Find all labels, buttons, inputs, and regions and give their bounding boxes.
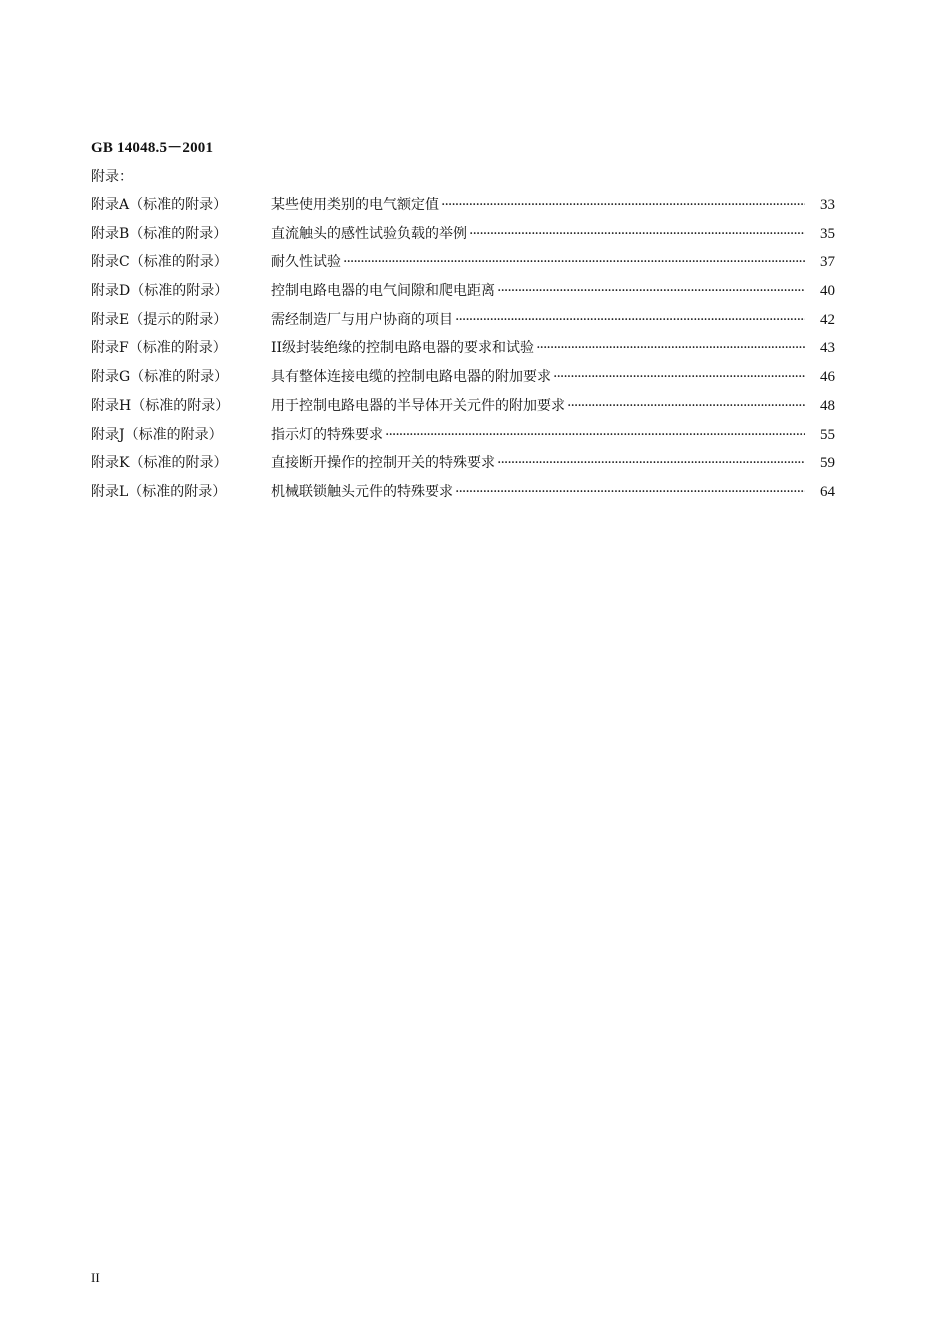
toc-page-number: 42	[820, 311, 835, 328]
toc-page-number: 33	[820, 197, 835, 213]
toc-row-annex-a[interactable]	[91, 194, 835, 223]
toc-row-annex-f[interactable]	[91, 337, 835, 366]
toc-dot-leader	[455, 312, 805, 328]
toc-annex-label: 附录F（标准的附录）	[91, 340, 227, 357]
toc-row-annex-l[interactable]	[91, 481, 835, 510]
toc-row-annex-h[interactable]	[91, 395, 835, 424]
toc-annex-label: 附录L（标准的附录）	[91, 483, 227, 500]
toc-annex-title: 直流触头的感性试验负载的举例	[271, 225, 467, 242]
toc-row-annex-k[interactable]	[91, 452, 835, 481]
toc-annex-label: 附录C（标准的附录）	[91, 254, 228, 271]
toc-row-annex-c[interactable]	[91, 251, 835, 280]
toc-page-number: 55	[820, 426, 835, 443]
toc-dot-leader	[497, 283, 805, 299]
toc-row-annex-d[interactable]	[91, 280, 835, 309]
table-of-contents	[91, 194, 835, 510]
toc-annex-title: 指示灯的特殊要求	[271, 426, 383, 443]
toc-dot-leader	[469, 226, 805, 242]
toc-page-number: 43	[820, 340, 835, 357]
toc-dot-leader	[385, 427, 805, 443]
toc-page-number: 46	[820, 369, 835, 386]
toc-annex-label: 附录H（标准的附录）	[91, 397, 230, 414]
toc-annex-title: 具有整体连接电缆的控制电路电器的附加要求	[271, 369, 551, 386]
toc-annex-title: 耐久性试验	[271, 254, 341, 271]
standard-number: GB 14048.5－2001	[91, 140, 214, 156]
toc-annex-label: 附录B（标准的附录）	[91, 225, 228, 242]
toc-annex-label: 附录K（标准的附录）	[91, 455, 228, 472]
toc-dot-leader	[441, 197, 805, 213]
toc-annex-title: 用于控制电路电器的半导体开关元件的附加要求	[271, 397, 565, 414]
toc-annex-title: II级封装绝缘的控制电路电器的要求和试验	[271, 340, 535, 357]
toc-dot-leader	[536, 340, 805, 356]
toc-page-number: 59	[820, 455, 835, 472]
toc-annex-label: 附录E（提示的附录）	[91, 311, 228, 328]
toc-annex-title: 直接断开操作的控制开关的特殊要求	[271, 455, 495, 472]
annex-heading: 附录：	[91, 169, 133, 185]
toc-annex-title: 需经制造厂与用户协商的项目	[271, 311, 453, 328]
toc-annex-label: 附录J（标准的附录）	[91, 426, 223, 443]
toc-annex-label: 附录A（标准的附录）	[91, 197, 228, 213]
toc-dot-leader	[455, 484, 805, 500]
toc-dot-leader	[567, 398, 805, 414]
toc-annex-label: 附录G（标准的附录）	[91, 369, 229, 386]
toc-dot-leader	[497, 455, 805, 471]
toc-page-number: 35	[820, 225, 835, 242]
toc-annex-label: 附录D（标准的附录）	[91, 283, 229, 300]
page-number-footer: II	[91, 1270, 100, 1285]
toc-annex-title: 控制电路电器的电气间隙和爬电距离	[271, 283, 495, 300]
toc-page-number: 64	[820, 483, 835, 500]
toc-row-annex-j[interactable]	[91, 424, 835, 453]
toc-row-annex-e[interactable]	[91, 309, 835, 338]
toc-page-number: 40	[820, 283, 835, 300]
toc-row-annex-g[interactable]	[91, 366, 835, 395]
toc-dot-leader	[553, 369, 805, 385]
toc-page-number: 48	[820, 397, 835, 414]
toc-row-annex-b[interactable]	[91, 223, 835, 252]
toc-page-number: 37	[820, 254, 835, 271]
toc-annex-title: 机械联锁触头元件的特殊要求	[271, 483, 453, 500]
toc-dot-leader	[343, 254, 805, 270]
toc-annex-title: 某些使用类别的电气额定值	[271, 197, 439, 213]
